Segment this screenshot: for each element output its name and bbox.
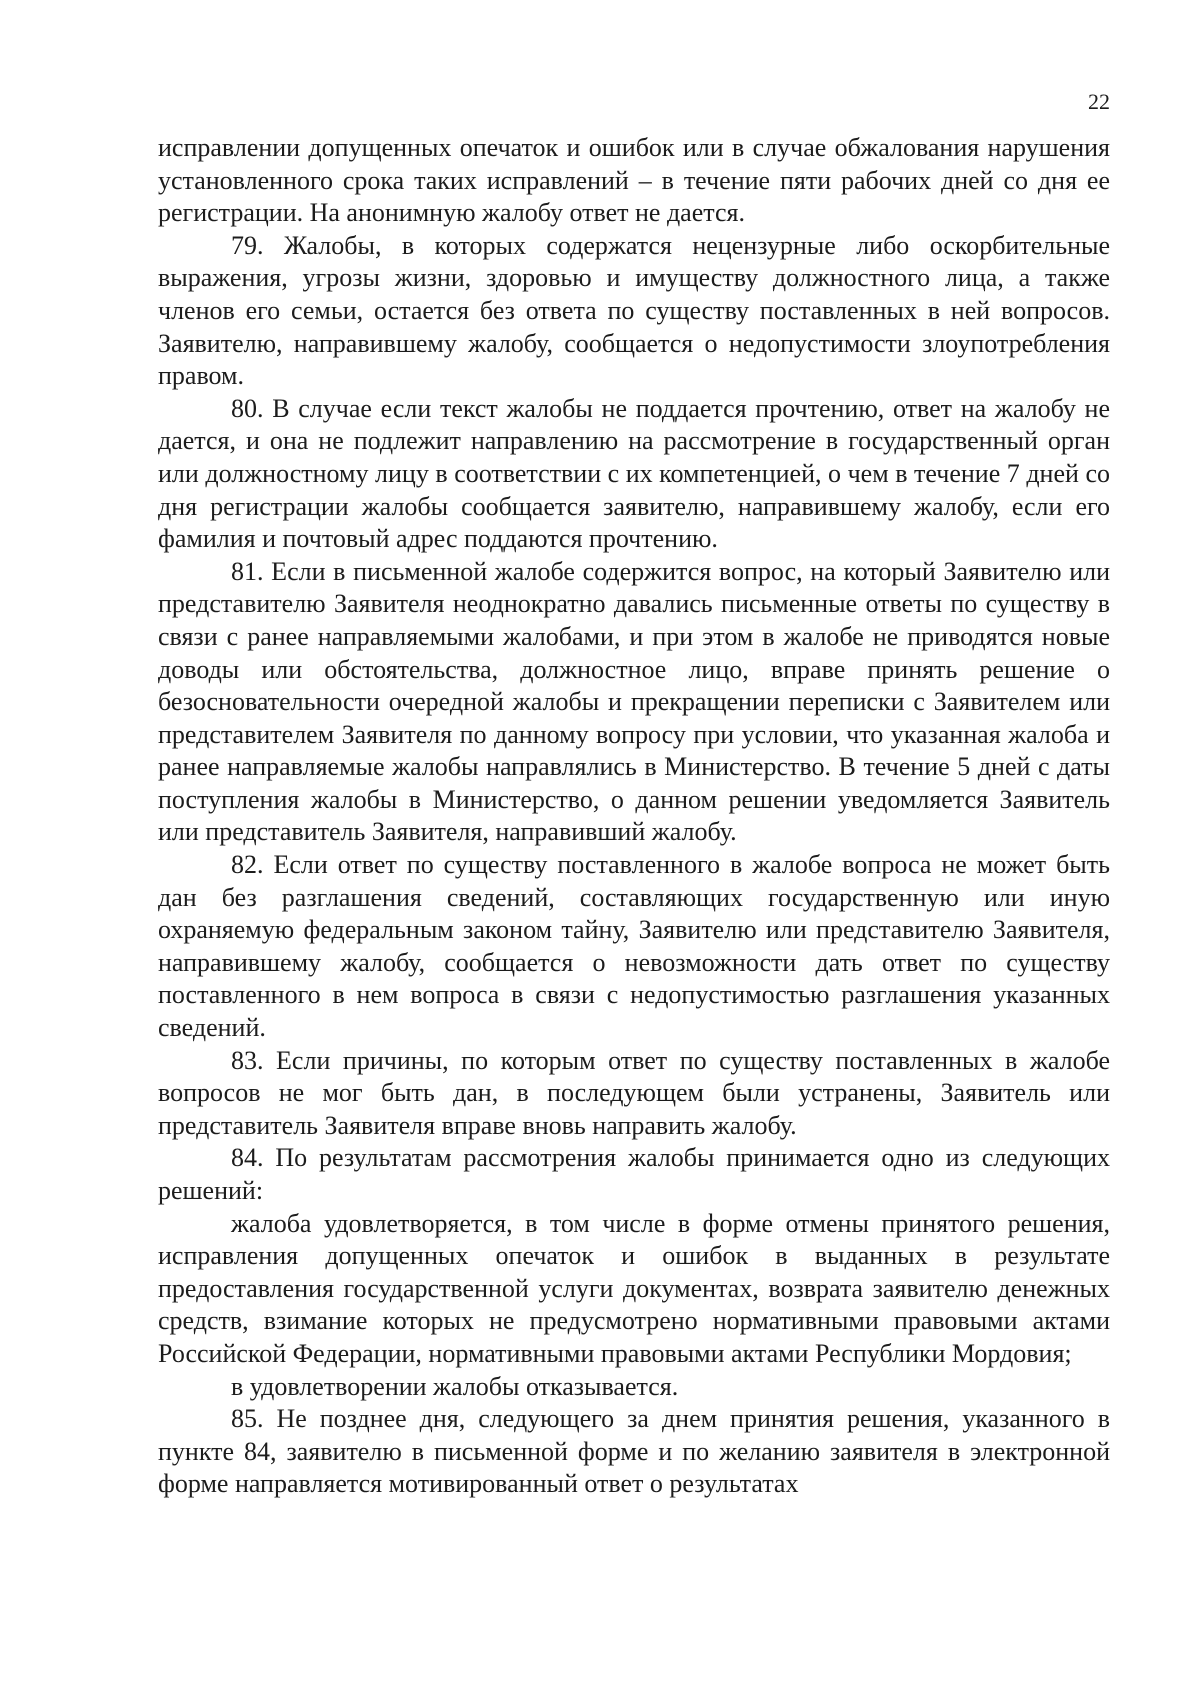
paragraph-85: 85. Не позднее дня, следующего за днем принятия решения, указанного в пункте 84, заявителю в письменной форме и по желанию заявителя в электронной форме направляется мотивированный ответ о результатах [158, 1404, 1110, 1499]
paragraph-79: 79. Жалобы, в которых содержатся нецензурные либо оскорбительные выражения, угрозы жизни, здоровью и имуществу должностного лица, а также членов его семьи, остается без ответа по существу поставленных в ней вопросов. Заявителю, направившему жалобу, сообщается о недопустимости злоупотребления правом. [158, 230, 1110, 391]
paragraph-84: 84. По результатам рассмотрения жалобы принимается одно из следующих решений: [158, 1143, 1110, 1205]
paragraph-continuation: исправлении допущенных опечаток и ошибок или в случае обжалования нарушения установленного срока таких исправлений – в течение пяти рабочих дней со дня ее регистрации. На анонимную жалобу ответ не дается. [158, 133, 1110, 228]
paragraph-83: 83. Если причины, по которым ответ по существу поставленных в жалобе вопросов не мог быть дан, в последующем были устранены, Заявитель или представитель Заявителя вправе вновь направить жалобу. [158, 1045, 1110, 1140]
paragraph-84-option-satisfied: жалоба удовлетворяется, в том числе в форме отмены принятого решения, исправления допущенных опечаток и ошибок в выданных в результате предоставления государственной услуги документах, возврата заявителю денежных средств, взимание которых не предусмотрено нормативными правовыми актами Российской Федерации, нормативными правовыми актами Республики Мордовия; [158, 1208, 1110, 1368]
paragraph-80: 80. В случае если текст жалобы не поддается прочтению, ответ на жалобу не дается, и она не подлежит направлению на рассмотрение в государственный орган или должностному лицу в соответствии с их компетенцией, о чем в течение 7 дней со дня регистрации жалобы сообщается заявителю, направившему жалобу, если его фамилия и почтовый адрес поддаются прочтению. [158, 393, 1110, 554]
paragraph-84-option-refused: в удовлетворении жалобы отказывается. [231, 1371, 679, 1401]
page-number: 22 [1088, 89, 1110, 114]
paragraph-81: 81. Если в письменной жалобе содержится вопрос, на который Заявителю или представителю Заявителя неоднократно давались письменные ответы по существу в связи с ранее направляемыми жалобами, и при этом в жалобе не приводятся новые доводы или обстоятельства, должностное лицо, вправе принять решение о безосновательности очередной жалобы и прекращении переписки с Заявителем или представителем Заявителя по данному вопросу при условии, что указанная жалоба и ранее направляемые жалобы направлялись в Министерство. В течение 5 дней с даты поступления жалобы в Министерство, о данном решении уведомляется Заявитель или представитель Заявителя, направивший жалобу. [158, 556, 1110, 847]
document-body [158, 132, 1110, 1501]
paragraph-82: 82. Если ответ по существу поставленного в жалобе вопроса не может быть дан без разглашения сведений, составляющих государственную или иную охраняемую федеральным законом тайну, Заявителю или представителю Заявителя, направившему жалобу, сообщается о невозможности дать ответ по существу поставленного в нем вопроса в связи с недопустимостью разглашения указанных сведений. [158, 850, 1110, 1043]
